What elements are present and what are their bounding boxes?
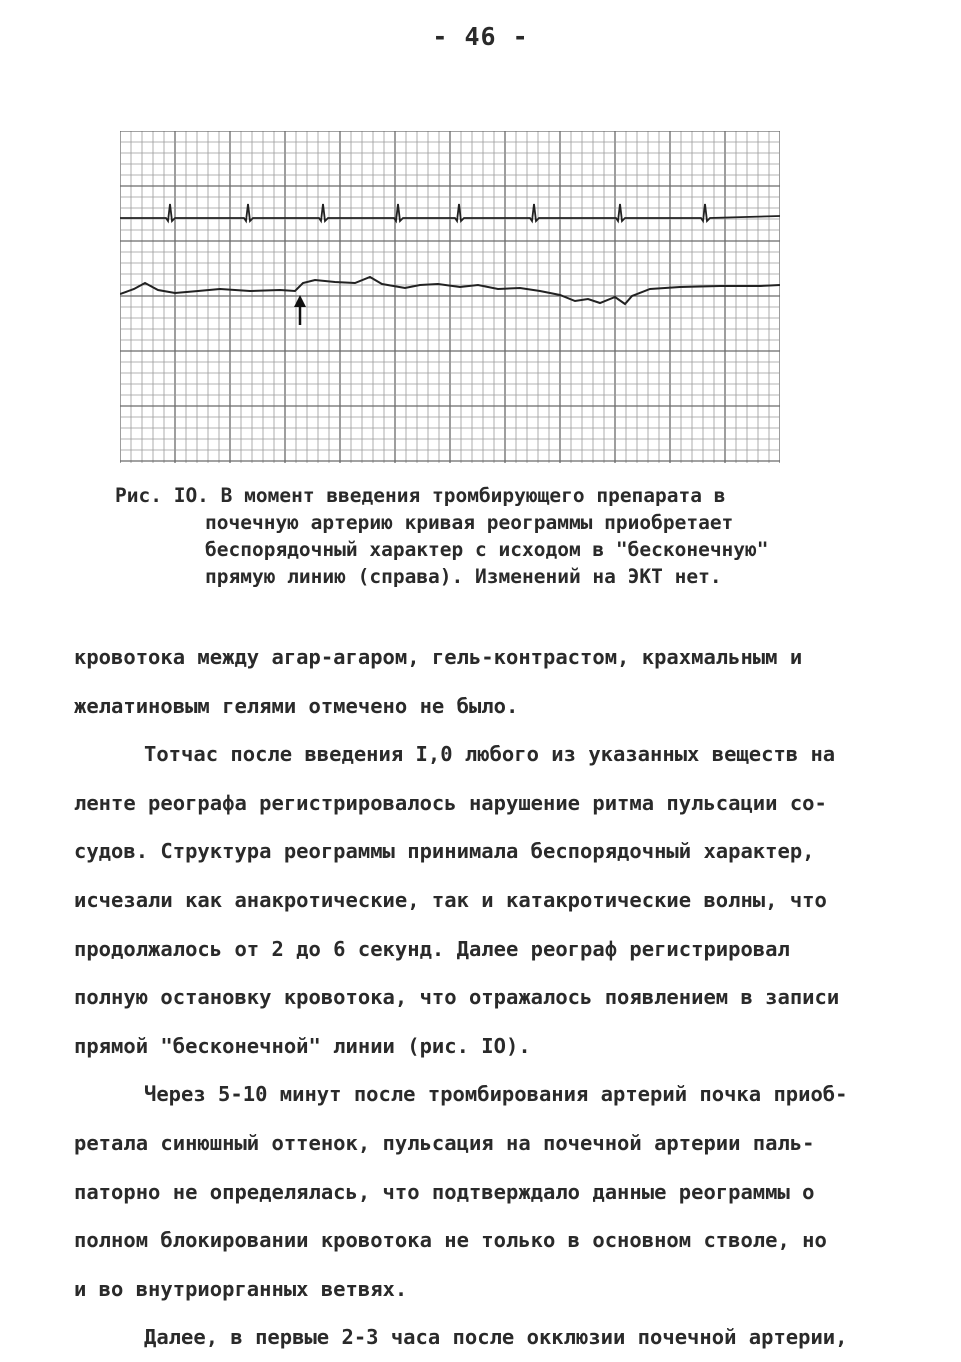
caption-line: прямую линию (справа). Изменений на ЭКТ нет. (205, 565, 722, 588)
text-line: продолжалось от 2 до 6 секунд. Далее реограф регистрировал (74, 936, 790, 961)
text-line: ленте реографа регистрировалось нарушение ритма пульсации со- (74, 790, 827, 815)
text-line: кровотока между агар-агаром, гель-контрастом, крахмальным и (74, 645, 803, 669)
figure-recording (120, 131, 780, 463)
ecg-rheogram-chart (120, 131, 780, 463)
text-line: желатиновым гелями отмечено не было. (74, 693, 519, 718)
page-number: - 46 - (432, 22, 529, 51)
text-line: и во внутриорганных ветвях. (74, 1276, 408, 1301)
caption-line: Рис. IO. В момент введения тромбирующего препарата в (115, 484, 726, 507)
body-text (74, 633, 894, 1362)
text-line: Через 5-10 минут после тромбирования артерий почка приоб- (144, 1082, 848, 1107)
text-line: полном блокировании кровотока не только в основном стволе, но (74, 1228, 827, 1253)
text-line: паторно не определялась, что подтверждало данные реограммы о (74, 1179, 815, 1204)
text-line: исчезали как анакротические, так и катакротические волны, что (74, 887, 827, 912)
caption-line: почечную артерию кривая реограммы приобретает (205, 511, 734, 534)
text-line: прямой "бесконечной" линии (рис. IO). (74, 1033, 531, 1058)
text-line: ретала синюшный оттенок, пульсация на почечной артерии паль- (74, 1130, 815, 1155)
text-line: Тотчас после введения I,0 любого из указанных веществ на (144, 742, 836, 767)
text-line: полную остановку кровотока, что отражалось появлением в записи (74, 985, 840, 1010)
text-line: судов. Структура реограммы принимала беспорядочный характер, (74, 839, 815, 864)
caption-line: беспорядочный характер с исходом в "бесконечную" (205, 538, 769, 561)
text-line: Далее, в первые 2-3 часа после окклюзии почечной артерии, (144, 1325, 848, 1350)
figure-caption (115, 482, 875, 590)
